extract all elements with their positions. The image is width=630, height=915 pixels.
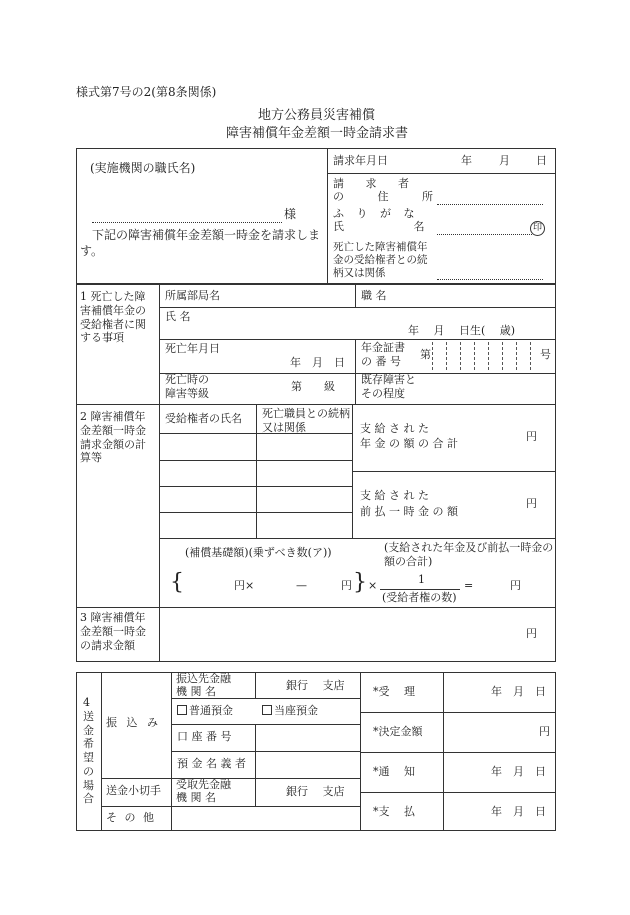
section4-label: 4 送金希望の場合 [83,696,94,806]
cert-dai: 第 [420,348,431,361]
transfer-label: 振 込 み [106,716,158,729]
birth-date: 年 月 日生( 歳) [408,324,516,337]
section2-label: 2 障害補償年金差額一時金請求金額の計算等 [80,410,146,465]
formula-yen: 円 [341,579,352,592]
formula-times: × [368,579,378,592]
title-line-1: 地方公務員災害補償 [258,108,376,123]
grade-label-1: 死亡時の [165,373,209,386]
grade-value: 第 級 [291,380,335,393]
bank-branch: 銀行 支店 [286,679,345,692]
date-day: 日 [536,154,547,167]
cert-label-1: 年金証書 [361,341,405,354]
cert-go: 号 [540,348,551,361]
date-label: 請求年月日 [333,154,388,167]
cert-label-2: の 番 号 [361,355,401,368]
accept-label: *受 理 [373,685,415,698]
notice-label: *通 知 [373,765,415,778]
col-relation: 死亡職員との続柄又は関係 [262,407,350,435]
dept-label: 所属部局名 [165,289,220,302]
deceased-name-label: 氏 名 [165,310,191,323]
bank-label-2: 機 関 名 [176,685,216,698]
pay-label: *支 払 [373,805,415,818]
agency-label: (実施機関の職氏名) [90,161,196,175]
death-date-label: 死亡年月日 [165,342,220,355]
relation-label: 死亡した障害補償年金の受給権者との続柄又は関係 [333,241,428,280]
section3-yen: 円 [526,627,537,640]
recv-bank-label-1: 受取先金融 [176,778,231,791]
furigana-label: ふ り が な [333,207,415,220]
holder-label: 預 金 名 義 者 [177,757,246,770]
other-label: そ の 他 [106,811,154,824]
formula-dash: — [296,579,307,592]
brace-right: } [353,570,367,595]
formula-eq: = [464,579,474,592]
col-recipient-name: 受給権者の氏名 [165,412,242,425]
pay-ymd: 年 月 日 [491,805,546,818]
formula-recipients: (受給者権の数) [382,591,457,604]
notice-ymd: 年 月 日 [491,765,546,778]
sama: 様 [284,207,297,221]
advance-yen: 円 [526,497,537,510]
account-number-label: 口 座 番 号 [177,730,232,743]
formula-base: (補償基礎額)(乗ずべき数(ア)) [185,546,332,559]
advance-1: 支 給 さ れ た [360,489,429,502]
formula-yen-x: 円× [234,579,255,592]
paid-pension-2: 年 金 の 額 の 合 計 [360,437,458,450]
name-label: 氏 名 [333,220,425,233]
formula-one: 1 [418,573,425,586]
paid-pension-yen: 円 [526,430,537,443]
request-text: 下記の障害補償年金差額一時金を請求します。 [80,228,321,258]
formula-result-yen: 円 [510,579,521,592]
accept-ymd: 年 月 日 [491,685,546,698]
form-number: 様式第7号の2(第8条関係) [76,85,217,99]
check-label: 送金小切手 [106,784,161,797]
section3-label: 3 障害補償年金差額一時金の請求金額 [80,611,146,652]
grade-label-2: 障害等級 [165,387,209,400]
existing-label-1: 既存障害と [361,373,416,386]
paid-pension-1: 支 給 さ れ た [360,422,429,435]
ordinary-deposit-checkbox[interactable]: 普通預金 [177,705,233,718]
title-line-2: 障害補償年金差額一時金請求書 [226,126,409,141]
advance-2: 前 払 一 時 金 の 額 [360,505,458,518]
claimant-address-1: 請 求 者 [333,177,409,190]
existing-label-2: その程度 [361,387,405,400]
death-date-ymd: 年 月 日 [290,356,345,369]
bank-label-1: 振込先金融 [176,672,231,685]
decided-label: *決定金額 [373,725,423,738]
recv-bank-label-2: 機 関 名 [176,791,216,804]
position-label: 職 名 [361,289,387,302]
formula-total: (支給された年金及び前払一時金の額の合計) [384,541,554,568]
brace-left: { [170,570,184,595]
section1-label: 1 死亡した障害補償年金の受給権者に関する事項 [80,290,146,345]
claimant-address-2: の 住 所 [333,190,433,203]
date-month: 月 [499,154,510,167]
date-year: 年 [461,154,472,167]
decided-yen: 円 [539,725,550,738]
seal-mark: 印 [530,221,545,236]
recv-bank-branch: 銀行 支店 [286,785,345,798]
current-deposit-checkbox[interactable]: 当座預金 [262,705,318,718]
